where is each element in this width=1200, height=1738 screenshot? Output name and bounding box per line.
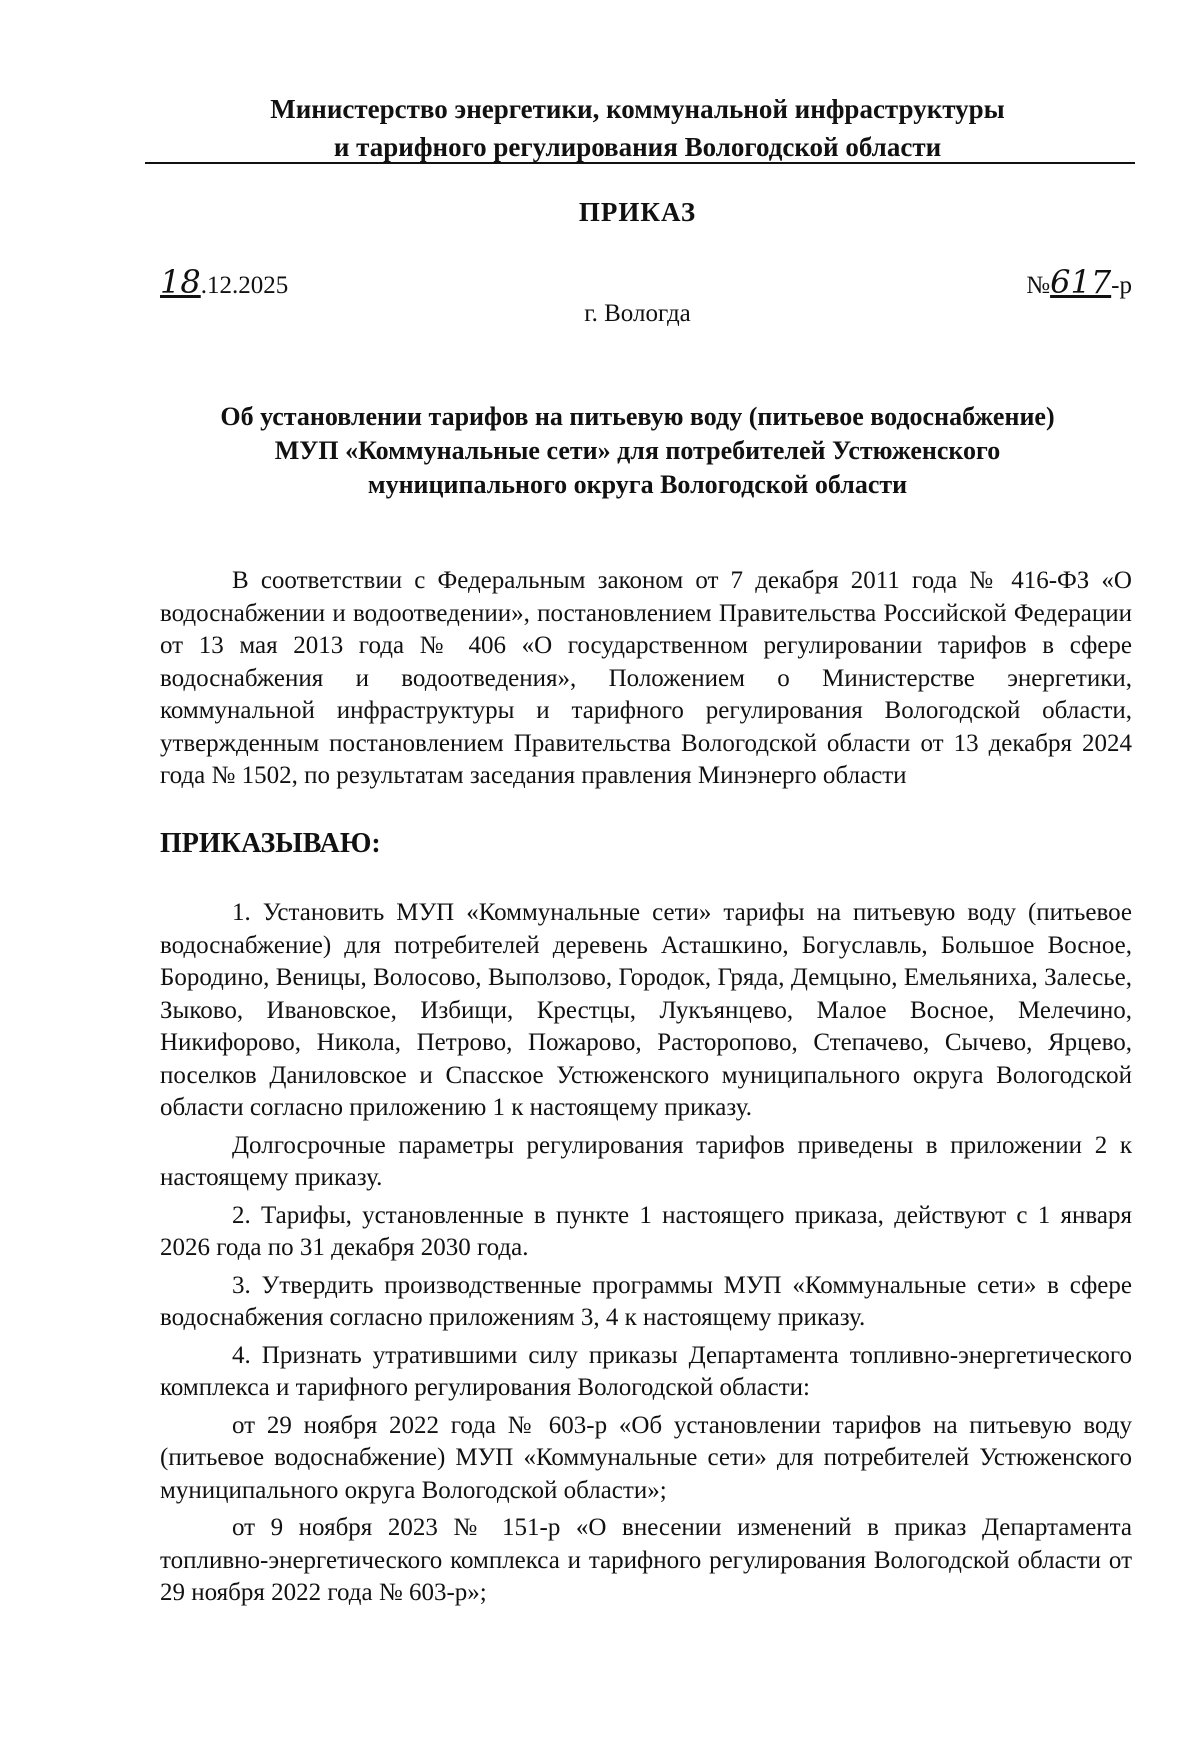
order-items (160, 897, 1132, 1610)
item-1-parameters-paragraph: Долгосрочные параметры регулирования тарифов приведены в приложении 2 к настоящему приказу. (160, 1131, 1132, 1191)
decree-word: ПРИКАЗЫВАЮ: (160, 828, 381, 859)
subject-line-2: МУП «Коммунальные сети» для потребителей Устюженского (274, 436, 1001, 465)
preamble-paragraph: В соответствии с Федеральным законом от 7 декабря 2011 года № 416-ФЗ «О водоснабжении и водоотведении», постановлением Правительства Российской Федерации от 13 мая 2013 года № 406 «О государственном регулировании тарифов в сфере водоснабжения и водоотведения», Положением о Министерстве энергетики, коммунальной инфраструктуры и тарифного регулирования Вологодской области, утвержденным постановлением Правительства Вологодской области от 13 декабря 2024 года № 1502, по результатам заседания правления Минэнерго области (160, 567, 1132, 789)
item-2-paragraph: 2. Тарифы, установленные в пункте 1 настоящего приказа, действуют с 1 января 2026 года по 31 декабря 2030 года. (160, 1201, 1132, 1261)
order-city: г. Вологда (584, 300, 691, 327)
subject-line-3: муниципального округа Вологодской области (367, 470, 908, 499)
order-subject (140, 400, 1135, 502)
subject-line-1: Об установлении тарифов на питьевую воду (питьевое водоснабжение) (220, 402, 1055, 431)
handwritten-order-number: 617 (1050, 263, 1112, 301)
item-4-paragraph: 4. Признать утратившими силу приказы Департамента топливно-энергетического комплекса и тарифного регулирования Вологодской области: (160, 1341, 1132, 1401)
repealed-order-1: от 29 ноября 2022 года № 603-р «Об установлении тарифов на питьевую воду (питьевое водоснабжение) МУП «Коммунальные сети» для потребителей Устюженского муниципального округа Вологодской области»; (160, 1411, 1132, 1504)
header-divider (145, 162, 1135, 164)
order-number (1026, 263, 1132, 301)
order-date (160, 263, 288, 301)
item-3-paragraph: 3. Утвердить производственные программы МУП «Коммунальные сети» в сфере водоснабжения согласно приложениям 3, 4 к настоящему приказу. (160, 1271, 1132, 1331)
ministry-header-line-2: и тарифного регулирования Вологодской области (333, 132, 942, 162)
number-suffix: -р (1111, 272, 1132, 299)
number-sign: № (1026, 272, 1051, 299)
date-month-year: .12.2025 (200, 272, 289, 299)
ministry-header (140, 90, 1135, 166)
ministry-header-line-1: Министерство энергетики, коммунальной инфраструктуры (270, 94, 1005, 124)
order-title: ПРИКАЗ (578, 197, 697, 227)
preamble (160, 565, 1132, 793)
repealed-order-2: от 9 ноября 2023 № 151-р «О внесении изменений в приказ Департамента топливно-энергетического комплекса и тарифного регулирования Вологодской области от 29 ноября 2022 года № 603-р»; (160, 1514, 1132, 1606)
handwritten-date-day: 18 (160, 263, 201, 301)
item-1-paragraph: 1. Установить МУП «Коммунальные сети» тарифы на питьевую воду (питьевое водоснабжение) для потребителей деревень Асташкино, Богуславль, Большое Восное, Бородино, Веницы, Волосово, Выползово, Городок, Гряда, Демцыно, Емельяниха, Залесье, Зыково, Ивановское, Избищи, Крестцы, Лукъянцево, Малое Восное, Мелечино, Никифорово, Никола, Петрово, Пожарово, Расторопово, Степачево, Сычево, Ярцево, поселков Даниловское и Спасское Устюженского муниципального округа Вологодской области согласно приложению 1 к настоящему приказу. (160, 899, 1132, 1121)
